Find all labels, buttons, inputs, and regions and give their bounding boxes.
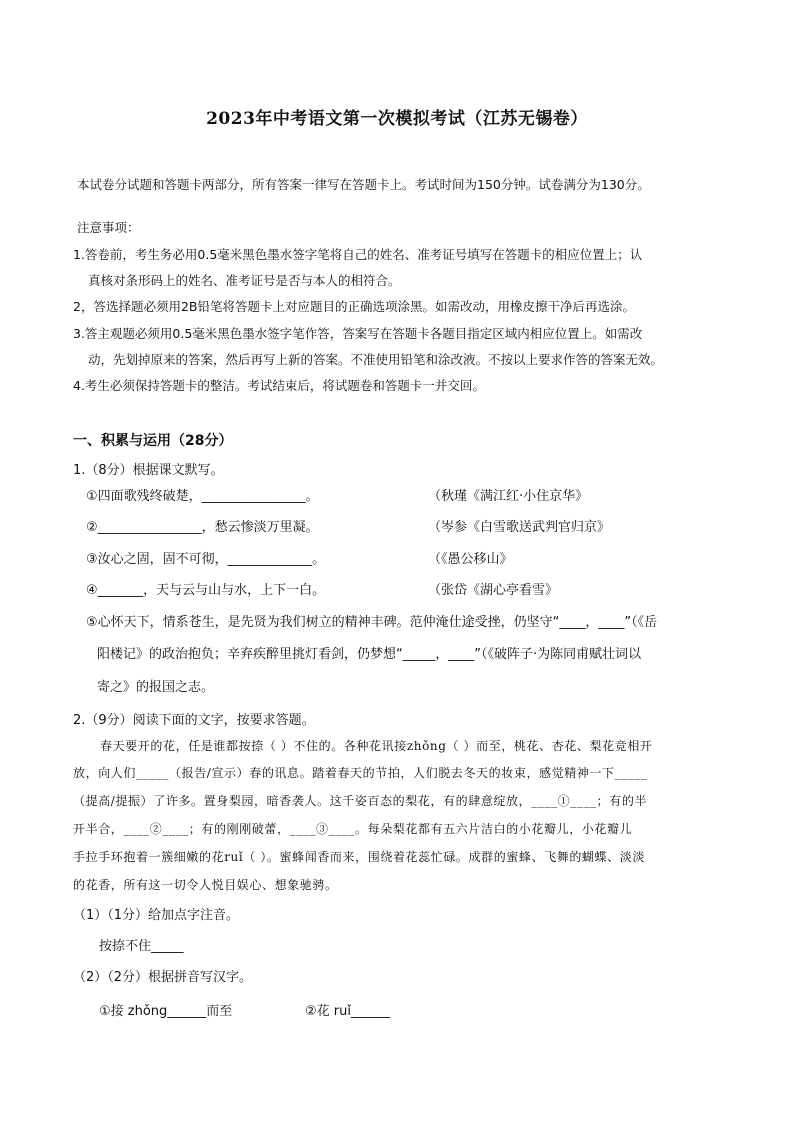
note-1-line-2: 真核对条形码上的姓名、准考证号是否与本人的相符合。: [88, 273, 401, 288]
q1-item-5-line-1: ⑤心怀天下，情系苍生，是先贤为我们树立的精神丰碑。范仲淹仕途受挫，仍坚守“____，____”（《岳: [86, 615, 658, 630]
notes-heading: 注意事项：: [77, 220, 140, 235]
q1-stem: 1.（8分）根据课文默写。: [73, 463, 224, 478]
q1-item-1: ①四面歌残终破楚，________________。: [86, 489, 319, 504]
q2-sub-2: （2）（2分）根据拼音写汉字。: [73, 970, 253, 985]
q2-sub-1-item: 按捺不住_____: [99, 939, 184, 954]
q1-source-3: （《愚公移山》: [428, 552, 513, 567]
q2-sub-2-item-b: ②花 ruǐ______: [305, 1004, 390, 1019]
page-title: 2023年中考语文第一次模拟考试（江苏无锡卷）: [206, 109, 588, 129]
note-3-line-2: 动，先划掉原来的答案，然后再写上新的答案。不准使用铅笔和涂改液。不按以上要求作答的答案无效。: [88, 352, 664, 367]
q2-passage-line-4: 开半合，____②____；有的刚刚破蕾，____③____。每朵梨花都有五六片洁白的小花瓣儿，小花瓣儿: [73, 822, 633, 836]
section-heading: 一、积累与运用（28分）: [73, 433, 233, 449]
q2-passage-line-1: 春天要开的花，任是谁都按捺（ ）不住的。各种花讯接zhǒng（ ）而至，桃花、杏花、梨花竞相开: [100, 739, 653, 753]
q2-passage-line-3: （提高/提振）了许多。置身梨园，暗香袭人。这千姿百态的梨花，有的肆意绽放，____①____；有的半: [73, 794, 648, 808]
q2-sub-2-item-a: ①接 zhǒng______而至: [99, 1004, 233, 1019]
q1-item-4: ④_______，天与云与山与水，上下一白。: [86, 583, 326, 598]
note-1-line-1: 1.答卷前，考生务必用0.5毫米黑色墨水签字笔将自己的姓名、准考证号填写在答题卡的相应位置上；认: [73, 247, 643, 262]
q1-source-1: （秋瑾《满江红·小住京华》: [428, 489, 589, 504]
q1-item-5-line-3: 寄之》的报国之志。: [97, 680, 215, 695]
q1-source-4: （张岱《湖心亭看雪》: [428, 583, 559, 598]
q1-item-3: ③汝心之固，固不可彻，_____________。: [86, 552, 326, 567]
q2-passage-line-2: 放，向人们_____（报告/宣示）春的讯息。踏着春天的节拍，人们脱去冬天的妆束，感觉精神一下_____: [73, 766, 648, 780]
note-4: 4.考生必须保持答题卡的整洁。考试结束后，将试题卷和答题卡一并交回。: [73, 378, 485, 393]
q2-passage-line-6: 的花香，所有这一切令人悦目娱心、想象驰骋。: [73, 878, 338, 892]
intro-text: 本试卷分试题和答题卡两部分，所有答案一律写在答题卡上。考试时间为150分钟。试卷满分为130分。: [77, 177, 650, 192]
q2-passage-line-5: 手拉手环抱着一簇细嫩的花ruǐ（ ）。蜜蜂闻香而来，围绕着花蕊忙碌。成群的蜜蜂、飞舞的蝴蝶、淡淡: [73, 850, 645, 864]
q1-source-2: （岑参《白雪歌送武判官归京》: [428, 520, 611, 535]
note-3-line-1: 3.答主观题必须用0.5毫米黑色墨水签字笔作答，答案写在答题卡各题目指定区域内相应位置上。如需改: [73, 326, 643, 341]
q2-sub-1: （1）（1分）给加点字注音。: [73, 908, 240, 923]
q1-item-2: ②________________，愁云惨淡万里凝。: [86, 520, 319, 535]
q1-item-5-line-2: 阳楼记》的政治抱负；辛弃疾醉里挑灯看剑，仍梦想“_____，____”（《破阵子·为陈同甫赋壮词以: [97, 647, 642, 662]
note-2: 2，答选择题必须用2B铅笔将答题卡上对应题目的正确选项涂黑。如需改动，用橡皮擦干净后再选涂。: [73, 299, 635, 314]
q2-stem: 2.（9分）阅读下面的文字，按要求答题。: [73, 713, 315, 728]
